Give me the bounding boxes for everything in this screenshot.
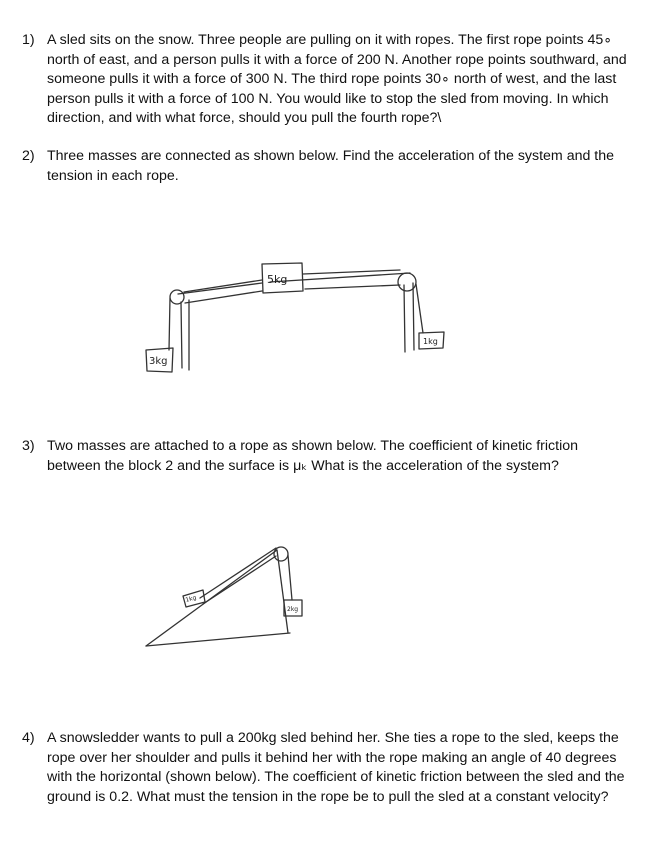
question-number: 4) [22, 730, 35, 746]
rope-left-vertical [169, 298, 170, 350]
rope-right-horizontal [303, 270, 400, 274]
rope-incline-lower [203, 556, 276, 604]
question-text: A sled sits on the snow. Three people are pulling on it with ropes. The first rope points 45∘ north of east, and a person pulls it with a force of 200 N. Another rope points southward, and someone pulls it with a force of 300 N. The third rope points 30∘ north of west, and the last person pulls it with a force of 100 N. You would like to stop the sled from moving. In which direction, and with what force, should you pull the fourth rope?\ [47, 32, 627, 127]
label-1kg-incline: 1kg [184, 594, 198, 604]
label-5kg: 5kg [267, 273, 288, 286]
question-number: 3) [22, 438, 35, 454]
incline-back [277, 550, 288, 633]
rope-incline [200, 548, 276, 598]
table-leg-right [404, 283, 414, 352]
table-leg-left [181, 300, 189, 370]
label-2kg-hanging: 2kg [287, 606, 299, 613]
question-4 [22, 729, 632, 807]
question-number: 2) [22, 148, 35, 164]
label-1kg: 1kg [423, 337, 438, 346]
pulley-left [170, 290, 184, 304]
table-underside [185, 285, 400, 303]
pulley-right [398, 273, 416, 291]
label-3kg: 3kg [149, 356, 168, 367]
figure-incline [146, 547, 302, 646]
question-text: A snowsledder wants to pull a 200kg sled behind her. She ties a rope to the sled, keeps the rope over her shoulder and pulls it behind her with the rope making an angle of 40 degrees with the horizontal (shown below). The coefficient of kinetic friction between the sled and the ground is 0.2. What must the tension in the rope be to pull the sled at a constant velocity? [47, 730, 625, 805]
question-text: Three masses are connected as shown below. Find the acceleration of the system and the tension in each rope. [47, 148, 615, 184]
rope-right-vertical [416, 284, 423, 333]
incline-base [146, 633, 290, 646]
question-number: 1) [22, 32, 35, 48]
question-3 [22, 437, 632, 476]
rope-left-horizontal [184, 280, 262, 292]
question-text: Two masses are attached to a rope as shown below. The coefficient of kinetic friction between the block 2 and the surface is μₖ What is the acceleration of the system? [47, 438, 579, 474]
rope-hanging [288, 555, 292, 600]
pulley-incline [274, 547, 288, 561]
